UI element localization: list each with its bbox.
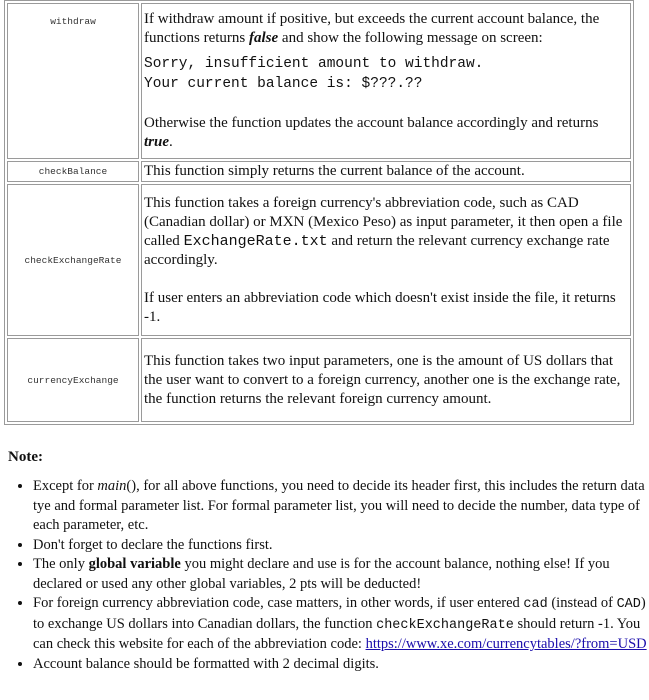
- function-description-cell: This function simply returns the current balance of the account.: [141, 161, 631, 182]
- emphasis-true: true: [144, 134, 170, 150]
- notes-list: [14, 477, 649, 674]
- note-heading: Note:: [8, 449, 43, 465]
- filename-code: ExchangeRate.txt: [183, 232, 328, 250]
- code-line: Your current balance is: $???.??: [144, 76, 423, 92]
- inline-code: cad: [523, 597, 548, 612]
- function-name-cell: checkExchangeRate: [7, 184, 139, 336]
- inline-code: checkExchangeRate: [376, 617, 514, 633]
- text-segment: and return the relevant currency exchange rate accordingly.: [144, 232, 610, 268]
- function-spec-table: [4, 0, 634, 425]
- text-segment: (instead of: [547, 595, 617, 611]
- text-segment: (), for all above functions, you need to decide its header first, this includes the return data tye and formal parameter list. For formal parameter list, you will need to decide the number, data type of each parameter, etc.: [33, 478, 645, 533]
- description-paragraph: [144, 10, 628, 48]
- emphasis-main: main: [97, 478, 127, 494]
- list-item: [33, 594, 649, 655]
- code-line: Sorry, insufficient amount to withdraw.: [144, 56, 484, 72]
- description-paragraph: [144, 194, 628, 270]
- table-row: [7, 161, 631, 182]
- list-item: [33, 555, 649, 594]
- function-name-cell: checkBalance: [7, 161, 139, 182]
- text-segment: should return -1. You can check this website for each of the abbreviation code:: [33, 615, 641, 652]
- list-item: • Account balance should be formatted with 2 decimal digits.: [33, 655, 649, 675]
- description-paragraph: If user enters an abbreviation code which doesn't exist inside the file, it returns -1.: [144, 289, 616, 325]
- list-item: • Don't forget to declare the functions first.: [33, 536, 649, 556]
- text-segment: and show the following message on screen:: [278, 30, 543, 46]
- function-description-cell: [141, 3, 631, 159]
- text-segment: This function takes a foreign currency's abbreviation code, such as CAD (Canadian dollar) or MXN (Mexico Peso) as input parameter, it then open a file called: [144, 194, 623, 249]
- table-row: [7, 184, 631, 336]
- function-name-cell: withdraw: [7, 3, 139, 159]
- table-row: [7, 338, 631, 422]
- text-segment: The only: [33, 556, 89, 572]
- xe-currency-tables-link[interactable]: https://www.xe.com/currencytables/?from=USD: [365, 636, 647, 652]
- text-segment: For foreign currency abbreviation code, case matters, in other words, if user entered: [33, 595, 524, 611]
- function-name-cell: currencyExchange: [7, 338, 139, 422]
- emphasis-false: false: [248, 30, 279, 46]
- function-description-cell: This function takes two input parameters, one is the amount of US dollars that the user want to convert to a foreign currency, another one is the exchange rate, the function returns the relevant foreign currency amount.: [141, 338, 631, 422]
- description-paragraph: [144, 114, 628, 152]
- text-segment: ) to exchange US dollars into Canadian dollars, the function: [33, 595, 646, 632]
- text-segment: Except for: [33, 478, 98, 494]
- text-segment: If withdraw amount if positive, but exceeds the current account balance, the functions returns: [144, 11, 600, 46]
- function-description-cell: [141, 184, 631, 336]
- emphasis-global-variable: global variable: [88, 556, 181, 572]
- inline-code: CAD: [616, 597, 641, 612]
- text-segment: Otherwise the function updates the account balance accordingly and returns: [144, 115, 599, 131]
- text-segment: .: [169, 134, 173, 150]
- list-item: [33, 477, 649, 536]
- text-segment: you might declare and use is for the account balance, nothing else! If you declared or used any other global variables, 2 pts will be deducted!: [33, 556, 610, 592]
- table-row: [7, 3, 631, 159]
